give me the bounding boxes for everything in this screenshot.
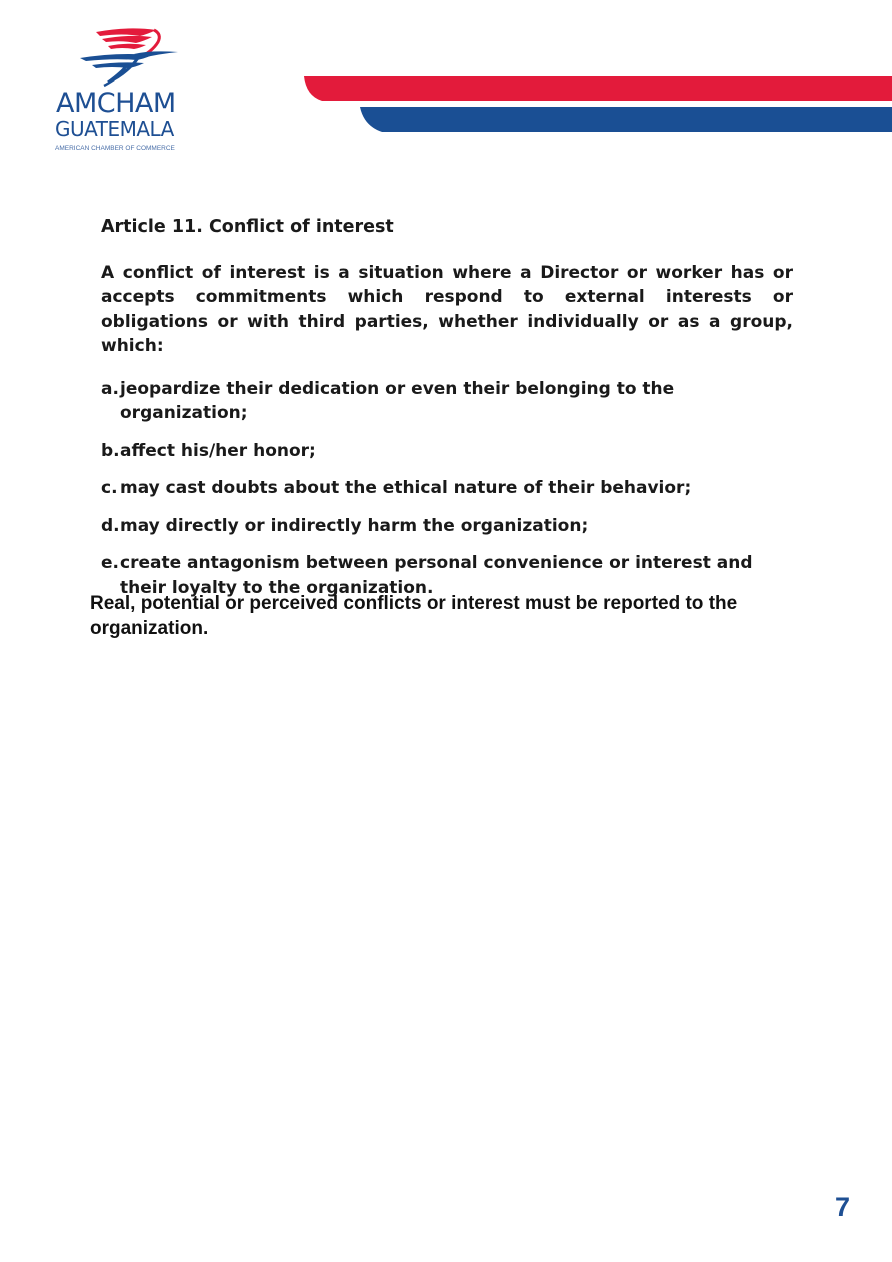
list-item [101,476,793,501]
header-red-stripe [304,76,892,101]
closing-statement: Real, potential or perceived conflicts or interest must be reported to the organization. [90,593,738,639]
amcham-logo [52,24,222,159]
article-body [101,216,793,613]
list-item-text: create antagonism between personal convenience or interest and their loyalty to the organization. [120,553,753,598]
header-blue-stripe [360,107,892,132]
bird-emblem-icon [78,24,188,88]
list-marker: e. [101,553,119,574]
logo-tagline: AMERICAN CHAMBER OF COMMERCE [55,145,175,152]
list-item [101,439,793,464]
logo-name-line2: GUATEMALA [55,117,174,141]
list-marker: c. [101,478,118,499]
article-title: Article 11. Conflict of interest [101,217,394,237]
list-item-text: jeopardize their dedication or even their belonging to the organization; [120,378,675,424]
page-number: 7 [834,1192,850,1222]
list-item-text: affect his/her honor; [120,440,316,461]
article-intro: A conflict of interest is a situation where a Director or worker has or accepts commitments which respond to external interests or obligations or with third parties, whether individually or as a group, which: [101,262,793,357]
header-stripes [300,74,892,134]
list-item-text: may cast doubts about the ethical nature of their behavior; [120,478,692,499]
list-item-text: may directly or indirectly harm the organization; [120,515,589,536]
list-item [101,377,793,426]
logo-name-line1: AMCHAM [56,88,176,119]
conflict-criteria-list [101,377,793,601]
list-marker: a. [101,378,119,399]
list-marker: b. [101,440,120,461]
list-marker: d. [101,515,120,536]
list-item [101,514,793,539]
